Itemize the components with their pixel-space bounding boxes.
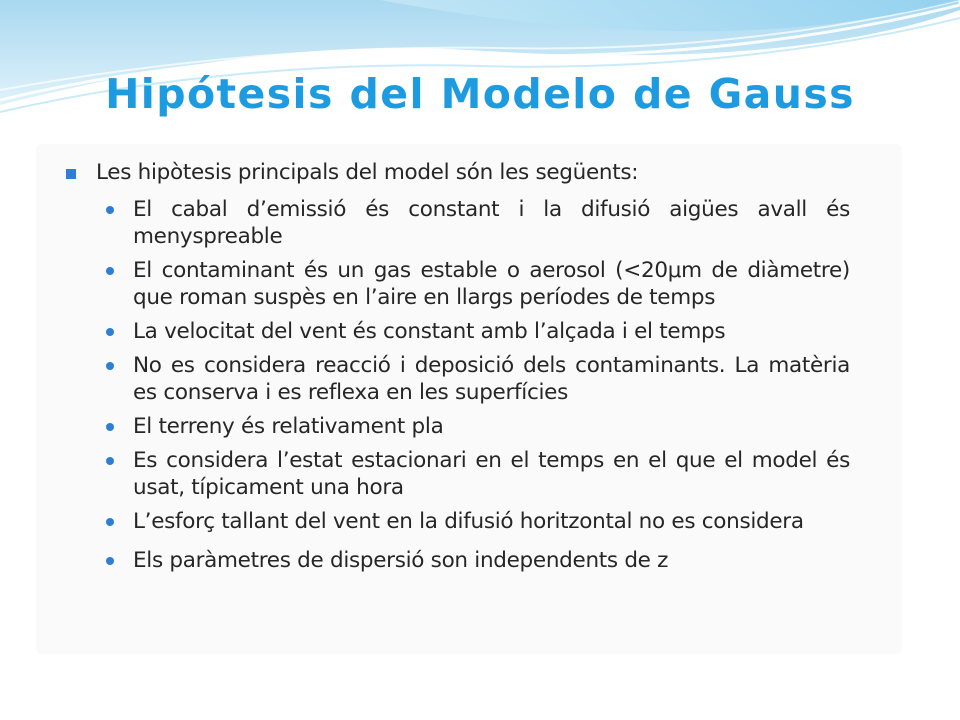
list-item — [106, 447, 850, 501]
list-item — [106, 318, 850, 345]
list-item-text: El cabal d’emissió és constant i la difusió aigües avall és menyspreable — [133, 197, 850, 249]
bullet-dot-icon — [106, 362, 114, 370]
list-item-text: L’esforç tallant del vent en la difusió horitzontal no es considera — [133, 509, 804, 534]
list-item — [106, 413, 850, 440]
hypotheses-list — [106, 196, 850, 574]
bullet-dot-icon — [106, 206, 114, 214]
list-item-text: Els paràmetres de dispersió son independents de z — [133, 548, 669, 573]
intro-text: Les hipòtesis principals del model són les següents: — [96, 160, 639, 185]
bullet-dot-icon — [106, 328, 114, 336]
list-item-text: El terreny és relativament pla — [133, 414, 444, 439]
list-item-text: El contaminant és un gas estable o aerosol (<20μm de diàmetre) que roman suspès en l’aire en llargs períodes de temps — [133, 258, 850, 310]
bullet-dot-icon — [106, 557, 114, 565]
square-bullet-icon — [66, 169, 76, 179]
bullet-dot-icon — [106, 267, 114, 275]
list-item — [106, 547, 850, 574]
slide-title: Hipótesis del Modelo de Gauss — [105, 70, 855, 118]
list-item-text: Es considera l’estat estacionari en el temps en el que el model és usat, típicament una hora — [133, 448, 850, 500]
list-item — [106, 196, 850, 250]
list-item-text: La velocitat del vent és constant amb l’alçada i el temps — [133, 319, 726, 344]
bullet-dot-icon — [106, 423, 114, 431]
list-item — [106, 508, 850, 535]
list-item — [106, 352, 850, 406]
list-item-text: No es considera reacció i deposició dels contaminants. La matèria es conserva i es reflexa en les superfícies — [133, 353, 850, 405]
bullet-dot-icon — [106, 457, 114, 465]
bullet-dot-icon — [106, 518, 114, 526]
list-item — [106, 257, 850, 311]
